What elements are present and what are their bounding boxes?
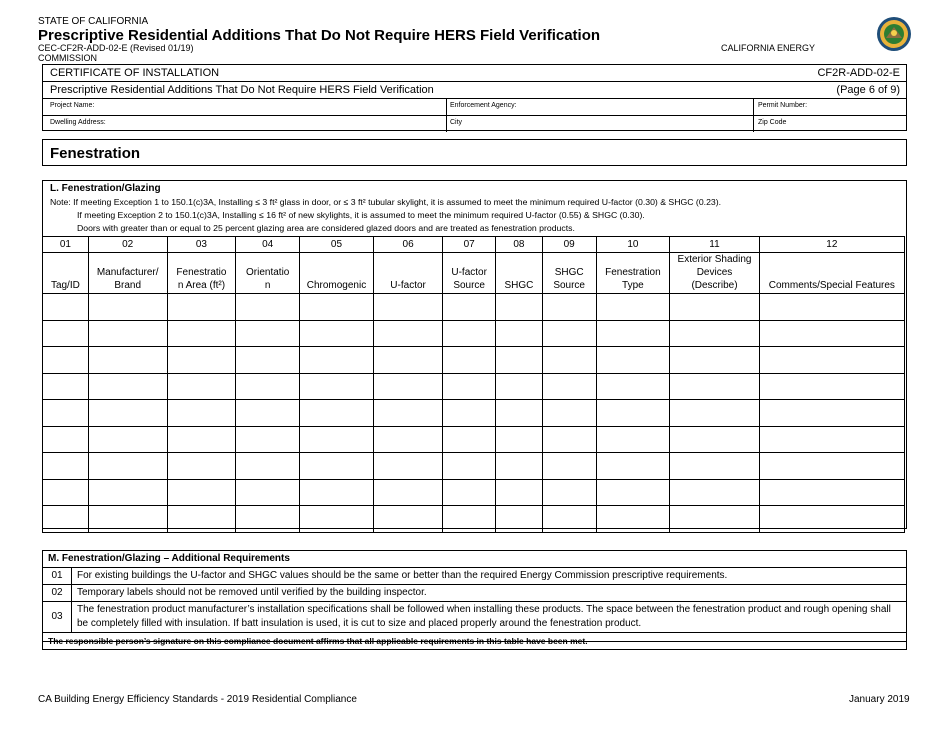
table-cell[interactable] — [542, 373, 596, 400]
requirement-number: 03 — [43, 602, 72, 633]
table-row — [43, 320, 905, 347]
table-cell[interactable] — [236, 506, 300, 533]
column-header — [542, 253, 596, 294]
city-field[interactable]: City — [450, 119, 463, 126]
column-header-line: Fenestration — [605, 267, 661, 278]
column-number: 09 — [542, 237, 596, 253]
column-header-line: U-factor — [451, 267, 487, 278]
table-cell[interactable] — [88, 294, 167, 321]
table-cell[interactable] — [373, 426, 442, 453]
table-cell[interactable] — [88, 426, 167, 453]
table-cell[interactable] — [236, 400, 300, 427]
fenestration-table — [42, 236, 905, 533]
table-cell[interactable] — [496, 400, 543, 427]
column-header-line: Fenestratio — [176, 267, 227, 278]
table-cell[interactable] — [88, 453, 167, 480]
note-line-2: If meeting Exception 2 to 150.1(c)3A, Installing ≤ 16 ft² of new skylights, it is assumed to meet the minimum required U-factor (0.55) & SHGC (0.30). — [77, 210, 645, 220]
requirement-number: 02 — [43, 585, 72, 602]
table-cell[interactable] — [759, 400, 904, 427]
table-row — [43, 294, 905, 321]
table-cell[interactable] — [596, 400, 670, 427]
table-cell[interactable] — [300, 453, 374, 480]
table-cell[interactable] — [596, 347, 670, 374]
table-cell[interactable] — [300, 320, 374, 347]
divider — [446, 99, 447, 115]
table-cell[interactable] — [670, 294, 759, 321]
section-header — [42, 139, 907, 166]
table-cell[interactable] — [373, 453, 442, 480]
table-cell[interactable] — [236, 453, 300, 480]
table-cell[interactable] — [43, 373, 89, 400]
table-cell[interactable] — [670, 453, 759, 480]
table-cell[interactable] — [43, 347, 89, 374]
column-number: 06 — [373, 237, 442, 253]
table-cell[interactable] — [443, 373, 496, 400]
column-header — [596, 253, 670, 294]
table-cell[interactable] — [759, 347, 904, 374]
divider — [753, 99, 754, 115]
column-header-line: Comments/Special Features — [768, 280, 895, 291]
column-number: 02 — [88, 237, 167, 253]
table-cell[interactable] — [670, 506, 759, 533]
table-cell[interactable] — [236, 347, 300, 374]
table-row — [43, 479, 905, 506]
table-cell[interactable] — [236, 294, 300, 321]
certificate-row — [43, 65, 906, 82]
certificate-subtitle: Prescriptive Residential Additions That Do Not Require HERS Field Verification — [50, 84, 434, 96]
column-number: 07 — [443, 237, 496, 253]
table-cell[interactable] — [759, 320, 904, 347]
table-cell[interactable] — [43, 426, 89, 453]
requirements-title: M. Fenestration/Glazing – Additional Requirements — [43, 551, 907, 568]
dwelling-address-field[interactable]: Dwelling Address: — [50, 119, 106, 126]
column-header-line: Tag/ID — [50, 280, 80, 291]
table-cell[interactable] — [373, 506, 442, 533]
table-cell[interactable] — [670, 347, 759, 374]
table-cell[interactable] — [496, 506, 543, 533]
table-cell[interactable] — [443, 400, 496, 427]
column-header-line: SHGC — [504, 280, 534, 291]
table-cell[interactable] — [236, 373, 300, 400]
column-number: 12 — [759, 237, 904, 253]
table-cell[interactable] — [88, 400, 167, 427]
table-cell[interactable] — [670, 479, 759, 506]
column-header-line: Chromogenic — [306, 280, 367, 291]
fenestration-table-title: L. Fenestration/Glazing — [50, 183, 161, 194]
table-cell[interactable] — [496, 479, 543, 506]
footer-standards: CA Building Energy Efficiency Standards - 2019 Residential Compliance — [38, 694, 357, 705]
column-header-row — [43, 253, 905, 294]
table-cell[interactable] — [670, 400, 759, 427]
table-cell[interactable] — [443, 453, 496, 480]
table-cell[interactable] — [167, 294, 236, 321]
divider — [446, 116, 447, 132]
table-cell[interactable] — [373, 320, 442, 347]
form-title: Prescriptive Residential Additions That Do Not Require HERS Field Verification — [38, 27, 601, 44]
column-header — [88, 253, 167, 294]
table-cell[interactable] — [236, 479, 300, 506]
table-cell[interactable] — [88, 506, 167, 533]
table-cell[interactable] — [443, 426, 496, 453]
table-cell[interactable] — [759, 373, 904, 400]
table-cell[interactable] — [443, 506, 496, 533]
certificate-header — [42, 64, 907, 131]
table-cell[interactable] — [373, 373, 442, 400]
table-row — [43, 347, 905, 374]
permit-number-field[interactable]: Permit Number: — [758, 102, 808, 109]
column-number: 03 — [167, 237, 236, 253]
column-header — [167, 253, 236, 294]
requirements-affirmation: The responsible person’s signature on this compliance document affirms that all applicable requirements in this table have been met. — [43, 633, 907, 650]
table-row — [43, 426, 905, 453]
table-row — [43, 453, 905, 480]
table-cell[interactable] — [759, 426, 904, 453]
table-cell[interactable] — [496, 347, 543, 374]
table-cell[interactable] — [542, 347, 596, 374]
table-cell[interactable] — [759, 506, 904, 533]
column-number: 01 — [43, 237, 89, 253]
column-header — [496, 253, 543, 294]
revision-text: CEC-CF2R-ADD-02-E (Revised 01/19) — [38, 43, 194, 53]
requirement-row — [43, 568, 907, 585]
project-name-field[interactable]: Project Name: — [50, 102, 95, 109]
column-header-line: (Describe) — [691, 280, 738, 291]
table-cell[interactable] — [542, 479, 596, 506]
table-cell[interactable] — [300, 373, 374, 400]
table-cell[interactable] — [43, 320, 89, 347]
zip-code-field[interactable]: Zip Code — [758, 119, 787, 126]
column-header — [670, 253, 759, 294]
table-cell[interactable] — [43, 479, 89, 506]
column-header — [236, 253, 300, 294]
table-cell[interactable] — [496, 453, 543, 480]
table-cell[interactable] — [596, 506, 670, 533]
requirement-row — [43, 602, 907, 633]
fenestration-table-body — [43, 294, 905, 533]
table-cell[interactable] — [596, 479, 670, 506]
column-number-row — [43, 237, 905, 253]
column-header-line: SHGC — [554, 267, 584, 278]
column-header-line: Type — [622, 280, 644, 291]
table-cell[interactable] — [443, 347, 496, 374]
table-cell[interactable] — [496, 294, 543, 321]
table-cell[interactable] — [43, 400, 89, 427]
table-cell[interactable] — [167, 373, 236, 400]
table-cell[interactable] — [167, 400, 236, 427]
table-cell[interactable] — [496, 426, 543, 453]
form-revision — [38, 43, 194, 63]
address-row — [43, 116, 906, 132]
table-cell[interactable] — [373, 479, 442, 506]
agency-label: CALIFORNIA ENERGY — [721, 43, 816, 53]
table-cell[interactable] — [167, 479, 236, 506]
table-cell[interactable] — [88, 347, 167, 374]
column-header-line: Exterior Shading — [677, 254, 752, 265]
column-header — [443, 253, 496, 294]
table-cell[interactable] — [43, 453, 89, 480]
column-number: 08 — [496, 237, 543, 253]
table-cell[interactable] — [596, 320, 670, 347]
table-cell[interactable] — [373, 400, 442, 427]
column-header — [759, 253, 904, 294]
note-line-3: Doors with greater than or equal to 25 percent glazing area are considered glazed doors and are treated as fenestration products. — [77, 223, 575, 233]
table-cell[interactable] — [670, 320, 759, 347]
california-energy-commission-seal-icon — [876, 16, 912, 52]
requirement-row — [43, 585, 907, 602]
requirements-section — [42, 550, 907, 646]
table-cell[interactable] — [496, 373, 543, 400]
table-cell[interactable] — [496, 320, 543, 347]
table-cell[interactable] — [300, 479, 374, 506]
requirements-table — [42, 550, 907, 650]
table-cell[interactable] — [542, 453, 596, 480]
column-header-line: n — [264, 280, 271, 291]
table-cell[interactable] — [236, 426, 300, 453]
table-cell[interactable] — [759, 294, 904, 321]
table-cell[interactable] — [759, 453, 904, 480]
table-cell[interactable] — [542, 320, 596, 347]
table-cell[interactable] — [443, 320, 496, 347]
table-cell[interactable] — [443, 479, 496, 506]
table-cell[interactable] — [670, 373, 759, 400]
section-title: Fenestration — [50, 145, 141, 162]
table-cell[interactable] — [759, 479, 904, 506]
table-cell[interactable] — [542, 400, 596, 427]
certificate-label: CERTIFICATE OF INSTALLATION — [50, 67, 220, 79]
column-number: 11 — [670, 237, 759, 253]
requirement-text: For existing buildings the U-factor and SHGC values should be the same or better than the required Energy Commission prescriptive requirements. — [72, 568, 907, 585]
column-header — [43, 253, 89, 294]
table-cell[interactable] — [542, 506, 596, 533]
table-cell[interactable] — [300, 347, 374, 374]
table-cell[interactable] — [373, 294, 442, 321]
subtitle-row — [43, 82, 906, 99]
column-number: 04 — [236, 237, 300, 253]
table-row — [43, 400, 905, 427]
table-cell[interactable] — [167, 320, 236, 347]
column-header-line: Manufacturer/ — [96, 267, 159, 278]
table-cell[interactable] — [88, 479, 167, 506]
table-cell[interactable] — [443, 294, 496, 321]
column-header-line: n Area (ft²) — [177, 280, 226, 291]
table-cell[interactable] — [300, 400, 374, 427]
column-header — [373, 253, 442, 294]
fenestration-table-section — [42, 180, 907, 529]
project-row — [43, 99, 906, 116]
enforcement-agency-field[interactable]: Enforcement Agency: — [450, 102, 517, 109]
requirement-text: The fenestration product manufacturer’s installation specifications shall be followed when installing these products. The space between the fenestration product and rough opening shall be completely filled with insulation. If batt insulation is used, it is cut to size and placed properly around the fenestration product. — [72, 602, 907, 633]
table-cell[interactable] — [596, 453, 670, 480]
table-cell[interactable] — [596, 373, 670, 400]
table-cell[interactable] — [167, 506, 236, 533]
column-header-line: Brand — [114, 280, 142, 291]
table-cell[interactable] — [167, 426, 236, 453]
table-cell[interactable] — [596, 426, 670, 453]
divider — [753, 116, 754, 132]
column-header-line: U-factor — [390, 280, 426, 291]
certificate-code: CF2R-ADD-02-E — [817, 67, 900, 79]
table-cell[interactable] — [300, 506, 374, 533]
note-line-1: Note: If meeting Exception 1 to 150.1(c)3A, Installing ≤ 3 ft² glass in door, or ≤ 3 ft² tubular skylight, it is assumed to meet the minimum required U-factor (0.30) & SHGC (0.23). — [50, 197, 722, 207]
table-row — [43, 373, 905, 400]
table-cell[interactable] — [167, 453, 236, 480]
footer-date: January 2019 — [849, 694, 910, 705]
table-cell[interactable] — [300, 294, 374, 321]
column-header-line: Devices — [696, 267, 733, 278]
table-cell[interactable] — [88, 320, 167, 347]
column-header-line: Source — [553, 280, 585, 291]
table-cell[interactable] — [542, 426, 596, 453]
table-cell[interactable] — [670, 426, 759, 453]
page-number: (Page 6 of 9) — [836, 84, 900, 96]
table-cell[interactable] — [373, 347, 442, 374]
table-cell[interactable] — [542, 294, 596, 321]
requirement-number: 01 — [43, 568, 72, 585]
table-cell[interactable] — [596, 294, 670, 321]
state-label: STATE OF CALIFORNIA — [38, 16, 149, 27]
table-cell[interactable] — [167, 347, 236, 374]
requirement-text: Temporary labels should not be removed until verified by the building inspector. — [72, 585, 907, 602]
column-header-line: Orientatio — [246, 267, 290, 278]
column-number: 05 — [300, 237, 374, 253]
table-cell[interactable] — [43, 506, 89, 533]
table-cell[interactable] — [236, 320, 300, 347]
table-cell[interactable] — [88, 373, 167, 400]
column-number: 10 — [596, 237, 670, 253]
column-header-line: Source — [453, 280, 485, 291]
column-header — [300, 253, 374, 294]
table-cell[interactable] — [43, 294, 89, 321]
table-row — [43, 506, 905, 533]
table-cell[interactable] — [300, 426, 374, 453]
commission-text: COMMISSION — [38, 53, 98, 63]
